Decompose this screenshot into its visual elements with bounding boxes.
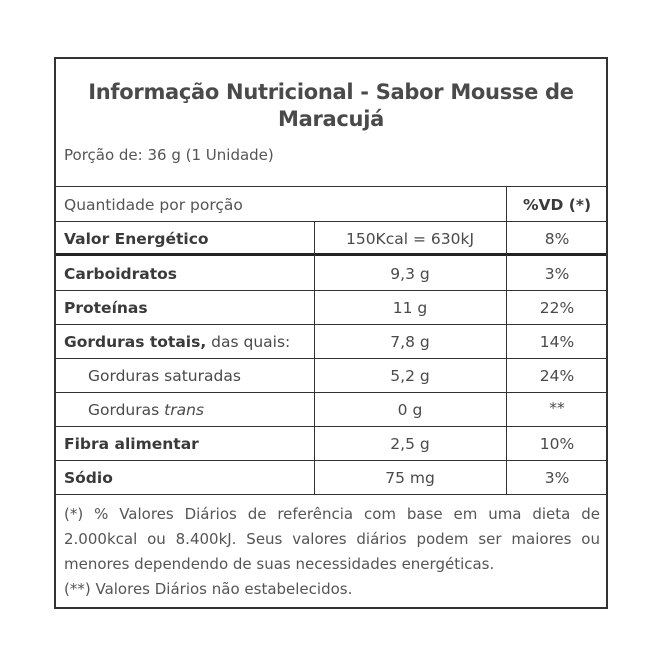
nutrient-vd: 3%	[544, 265, 570, 283]
divider	[56, 460, 606, 461]
divider	[56, 221, 606, 222]
nutrient-label-suffix: das quais:	[211, 333, 291, 351]
table-title: Informação Nutricional - Sabor Mousse de Maracujá	[88, 80, 574, 131]
nutrient-label: Gorduras totais,	[64, 333, 207, 351]
nutrition-facts-panel	[54, 57, 608, 609]
divider	[56, 186, 606, 187]
nutrient-amount: 7,8 g	[390, 333, 430, 351]
header-quantity: Quantidade por porção	[64, 196, 243, 214]
divider	[56, 358, 606, 359]
energy-label: Valor Energético	[64, 230, 209, 248]
divider	[56, 324, 606, 325]
footnote-vd-reference: (*) % Valores Diários de referência com base em uma dieta de 2.000kcal ou 8.400kJ. Seus valores diários podem ser maiores ou menores dependendo de suas necessidades energéticas.	[64, 505, 600, 573]
nutrient-vd: 14%	[539, 333, 575, 351]
nutrient-vd: **	[549, 399, 565, 417]
nutrient-amount: 0 g	[397, 401, 423, 419]
nutrient-label: Gorduras saturadas	[88, 367, 241, 385]
column-divider	[314, 221, 315, 494]
nutrient-vd: 24%	[539, 367, 575, 385]
divider	[56, 426, 606, 427]
header-vd: %VD (*)	[522, 196, 592, 214]
divider-thick	[56, 253, 606, 256]
footnote-not-established: (**) Valores Diários não estabelecidos.	[64, 580, 353, 598]
nutrient-label: Proteínas	[64, 299, 148, 317]
footnotes	[64, 502, 600, 602]
nutrient-vd: 22%	[539, 299, 575, 317]
divider	[56, 290, 606, 291]
nutrient-vd: 10%	[539, 435, 575, 453]
nutrient-amount: 5,2 g	[390, 367, 430, 385]
nutrient-amount: 9,3 g	[390, 265, 430, 283]
nutrient-label-group	[88, 401, 204, 419]
nutrient-label-group	[64, 333, 290, 351]
energy-vd: 8%	[544, 230, 570, 248]
energy-amount: 150Kcal = 630kJ	[345, 230, 475, 248]
divider	[56, 392, 606, 393]
nutrient-label: Carboidratos	[64, 265, 178, 283]
nutrient-vd: 3%	[544, 469, 570, 487]
nutrient-label: Gorduras	[88, 401, 160, 419]
nutrient-amount: 2,5 g	[390, 435, 430, 453]
portion-size: Porção de: 36 g (1 Unidade)	[64, 146, 274, 164]
nutrient-amount: 75 mg	[385, 469, 435, 487]
nutrient-label: Sódio	[64, 469, 113, 487]
nutrient-label: Fibra alimentar	[64, 435, 199, 453]
nutrient-amount: 11 g	[392, 299, 428, 317]
nutrient-label-italic: trans	[164, 401, 204, 419]
divider	[56, 494, 606, 495]
